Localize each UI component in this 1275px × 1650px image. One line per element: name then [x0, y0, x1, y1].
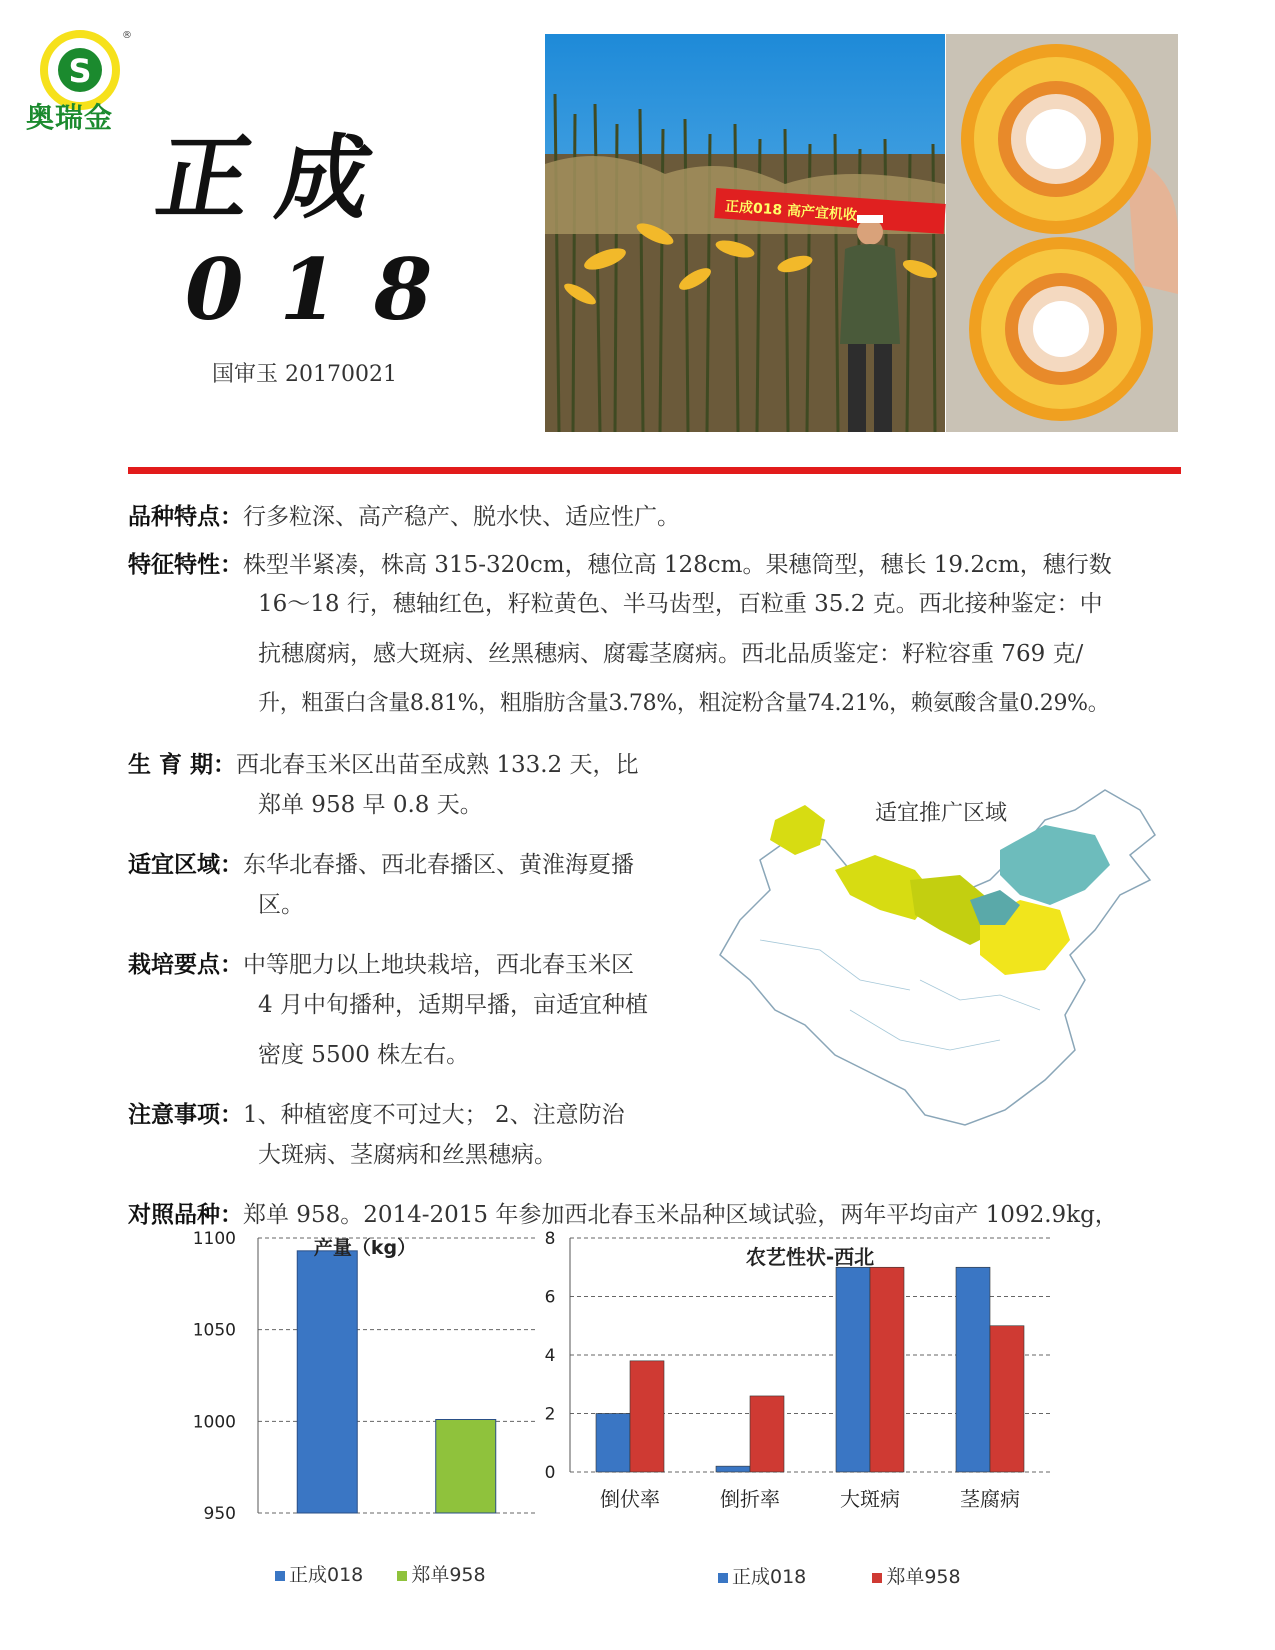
traits-chart [544, 1228, 1110, 1558]
features-label: 品种特点： [128, 504, 243, 530]
traits-ytick: 0 [544, 1463, 556, 1483]
traits-category: 大斑病 [840, 1487, 900, 1511]
traits-bar [630, 1361, 664, 1472]
legend-swatch-green [397, 1571, 407, 1581]
features-row [128, 492, 680, 542]
cultivation-label: 栽培要点： [128, 952, 243, 978]
yield-legend-2: 郑单958 [411, 1564, 486, 1586]
banner-text: 正成018 高产宜机收 [724, 198, 858, 224]
control-label: 对照品种： [128, 1202, 243, 1228]
traits-bar [716, 1466, 750, 1472]
traits-chart-title: 农艺性状-西北 [745, 1245, 875, 1269]
traits-bar [990, 1326, 1024, 1472]
china-map [700, 780, 1170, 1140]
logo-letter: S [68, 52, 92, 90]
traits-category: 倒折率 [720, 1487, 780, 1511]
yield-chart [190, 1228, 575, 1528]
traits-line2: 16～18 行，穗轴红色，籽粒黄色、半马齿型，百粒重 35.2 克。西北接种鉴定：中 [258, 591, 1103, 617]
traits-legend-1: 正成018 [732, 1566, 807, 1588]
cultivation-line1: 中等肥力以上地块栽培，西北春玉米区 [243, 952, 634, 978]
yield-ytick: 1050 [192, 1320, 236, 1341]
corn-cross-section-photo [946, 34, 1178, 432]
control-text: 郑单 958。2014-2015 年参加西北春玉米品种区域试验，两年平均亩产 1092.9kg， [243, 1202, 1118, 1228]
yield-ytick: 1100 [192, 1229, 236, 1249]
map-title: 适宜推广区域 [875, 801, 1008, 826]
notes-line1: 1、种植密度不可过大； 2、注意防治 [243, 1102, 625, 1128]
growth-line1: 西北春玉米区出苗至成熟 133.2 天，比 [236, 752, 639, 778]
brand-name: 奥瑞金 [26, 101, 114, 134]
traits-ytick: 2 [544, 1404, 556, 1425]
yield-chart-title: 产量（kg） [313, 1237, 417, 1259]
region-line1: 东华北春播、西北春播区、黄淮海夏播 [243, 852, 634, 878]
traits-bar [836, 1267, 870, 1472]
legend-swatch-blue [718, 1573, 728, 1583]
features-text: 行多粒深、高产稳产、脱水快、适应性广。 [243, 504, 680, 530]
traits-line4: 升，粗蛋白含量8.81%，粗脂肪含量3.78%，粗淀粉含量74.21%，赖氨酸含量0.29%。 [258, 691, 1110, 716]
cornfield-photo [545, 34, 945, 432]
growth-label: 生 育 期： [128, 752, 237, 778]
traits-category: 倒伏率 [600, 1487, 660, 1511]
traits-legend-2: 郑单958 [886, 1566, 961, 1588]
notes-line2: 大斑病、茎腐病和丝黑穗病。 [258, 1142, 557, 1168]
yield-ytick: 1000 [192, 1412, 236, 1433]
yield-legend [275, 1560, 486, 1587]
legend-swatch-blue [275, 1571, 285, 1581]
region-line2: 区。 [258, 892, 304, 918]
yield-bar [297, 1251, 357, 1513]
traits-ytick: 4 [544, 1346, 556, 1366]
variety-name: 正成 [149, 125, 409, 232]
traits-label: 特征特性： [128, 552, 243, 578]
yield-bar [436, 1420, 496, 1514]
traits-bar [596, 1414, 630, 1473]
growth-line2: 郑单 958 早 0.8 天。 [258, 792, 483, 818]
registered-mark: ® [122, 30, 132, 41]
approval-number: 国审玉 20170021 [212, 362, 397, 387]
traits-ytick: 6 [544, 1287, 556, 1308]
traits-legend [718, 1562, 961, 1589]
region-row [128, 840, 634, 890]
region-label: 适宜区域： [128, 852, 243, 878]
yield-legend-1: 正成018 [289, 1564, 364, 1586]
cultivation-line2: 4 月中旬播种，适期早播，亩适宜种植 [258, 992, 648, 1018]
cultivation-line3: 密度 5500 株左右。 [258, 1042, 470, 1068]
traits-ytick: 8 [544, 1229, 556, 1249]
legend-swatch-red [872, 1573, 882, 1583]
traits-bar [956, 1267, 990, 1472]
yield-ytick: 950 [203, 1504, 236, 1524]
traits-category: 茎腐病 [960, 1487, 1020, 1511]
traits-bar [870, 1267, 904, 1472]
variety-number: 018 [185, 240, 469, 339]
traits-bar [750, 1396, 784, 1472]
traits-line3: 抗穗腐病，感大斑病、丝黑穗病、腐霉茎腐病。西北品质鉴定：籽粒容重 769 克/ [258, 641, 1084, 667]
red-divider [128, 467, 1181, 474]
traits-line1: 株型半紧凑，株高 315-320cm，穗位高 128cm。果穗筒型，穗长 19.2cm，穗行数 [243, 552, 1112, 578]
notes-label: 注意事项： [128, 1102, 243, 1128]
